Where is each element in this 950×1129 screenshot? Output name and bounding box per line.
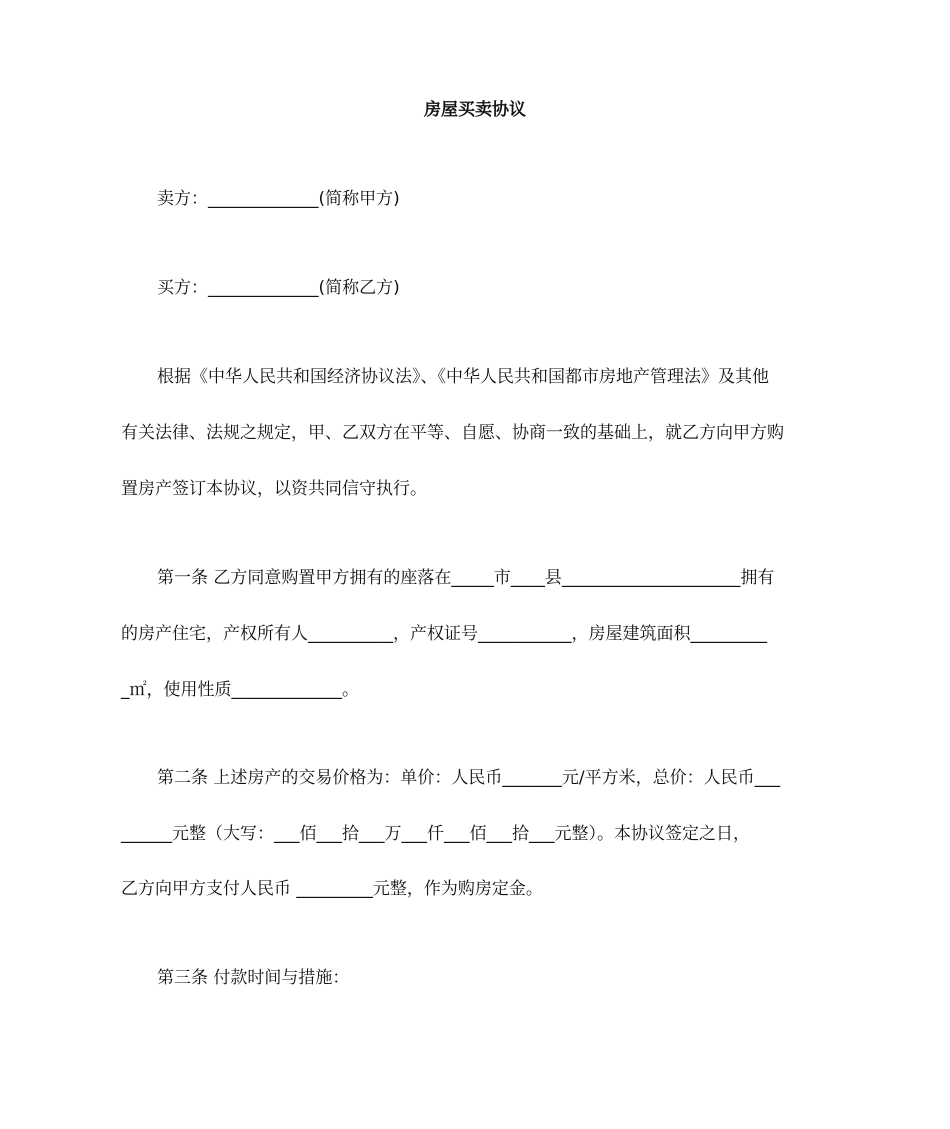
seller-line: 卖方：_____________(简称甲方) bbox=[157, 189, 400, 209]
preamble-line-2: 有关法律、法规之规定，甲、乙双方在平等、自愿、协商一致的基础上，就乙方向甲方购 bbox=[121, 423, 784, 443]
article2-line-3: 乙方向甲方支付人民币 _________元整，作为购房定金。 bbox=[121, 879, 543, 899]
article1-line-2: 的房产住宅，产权所有人__________，产权证号___________，房屋建筑面积_________ bbox=[121, 624, 767, 644]
document-title: 房屋买卖协议 bbox=[424, 100, 526, 120]
article2-line-2: ______元整（大写：___佰___拾___万___仟___佰___拾___元整）。本协议签定之日， bbox=[121, 824, 750, 844]
buyer-line: 买方：_____________(简称乙方) bbox=[157, 278, 400, 298]
article3-line-1: 第三条 付款时间与措施： bbox=[157, 968, 350, 988]
preamble-line-3: 置房产签订本协议，以资共同信守执行。 bbox=[121, 479, 427, 499]
article1-line-1: 第一条 乙方同意购置甲方拥有的座落在_____市____县_____________________拥有 bbox=[157, 568, 775, 588]
article1-line-3: _㎡，使用性质_____________。 bbox=[121, 680, 359, 700]
article2-line-1: 第二条 上述房产的交易价格为：单价：人民币_______元/平方米，总价：人民币___ bbox=[157, 768, 781, 788]
preamble-line-1: 根据《中华人民共和国经济协议法》、《中华人民共和国都市房地产管理法》及其他 bbox=[157, 367, 769, 387]
